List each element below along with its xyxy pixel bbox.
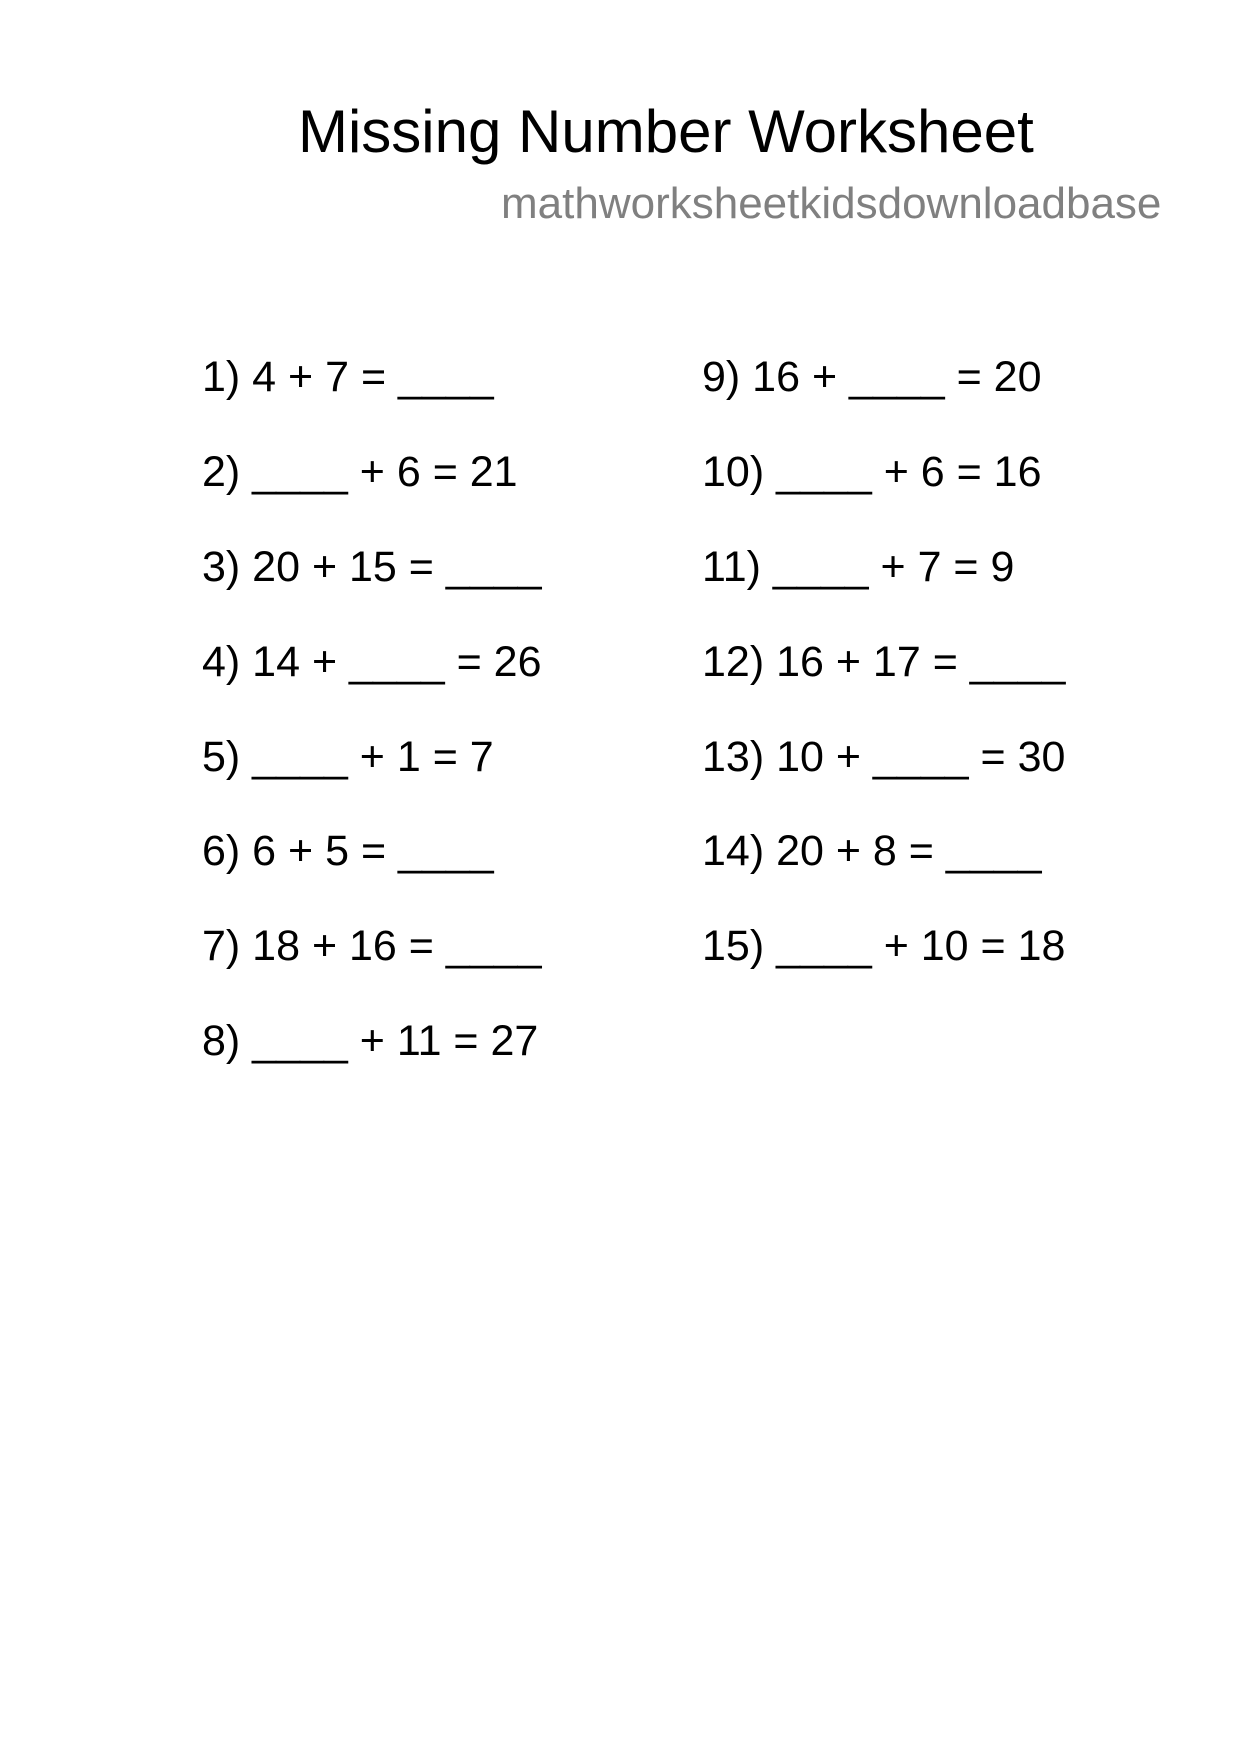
problem-4: 4) 14 + ____ = 26	[202, 638, 542, 686]
problem-1: 1) 4 + 7 = ____	[202, 353, 494, 401]
page-title: Missing Number Worksheet	[298, 98, 1034, 165]
problem-3: 3) 20 + 15 = ____	[202, 543, 542, 591]
problem-10: 10) ____ + 6 = 16	[702, 448, 1042, 496]
problem-13: 13) 10 + ____ = 30	[702, 733, 1066, 781]
problem-2: 2) ____ + 6 = 21	[202, 448, 518, 496]
problem-5: 5) ____ + 1 = 7	[202, 733, 494, 781]
problem-14: 14) 20 + 8 = ____	[702, 827, 1042, 875]
problem-12: 12) 16 + 17 = ____	[702, 638, 1066, 686]
problem-6: 6) 6 + 5 = ____	[202, 827, 494, 875]
problem-15: 15) ____ + 10 = 18	[702, 922, 1066, 970]
problem-9: 9) 16 + ____ = 20	[702, 353, 1042, 401]
problem-11: 11) ____ + 7 = 9	[702, 543, 1015, 591]
problem-7: 7) 18 + 16 = ____	[202, 922, 542, 970]
site-watermark: mathworksheetkidsdownloadbase	[501, 179, 1162, 228]
problem-8: 8) ____ + 11 = 27	[202, 1017, 539, 1065]
